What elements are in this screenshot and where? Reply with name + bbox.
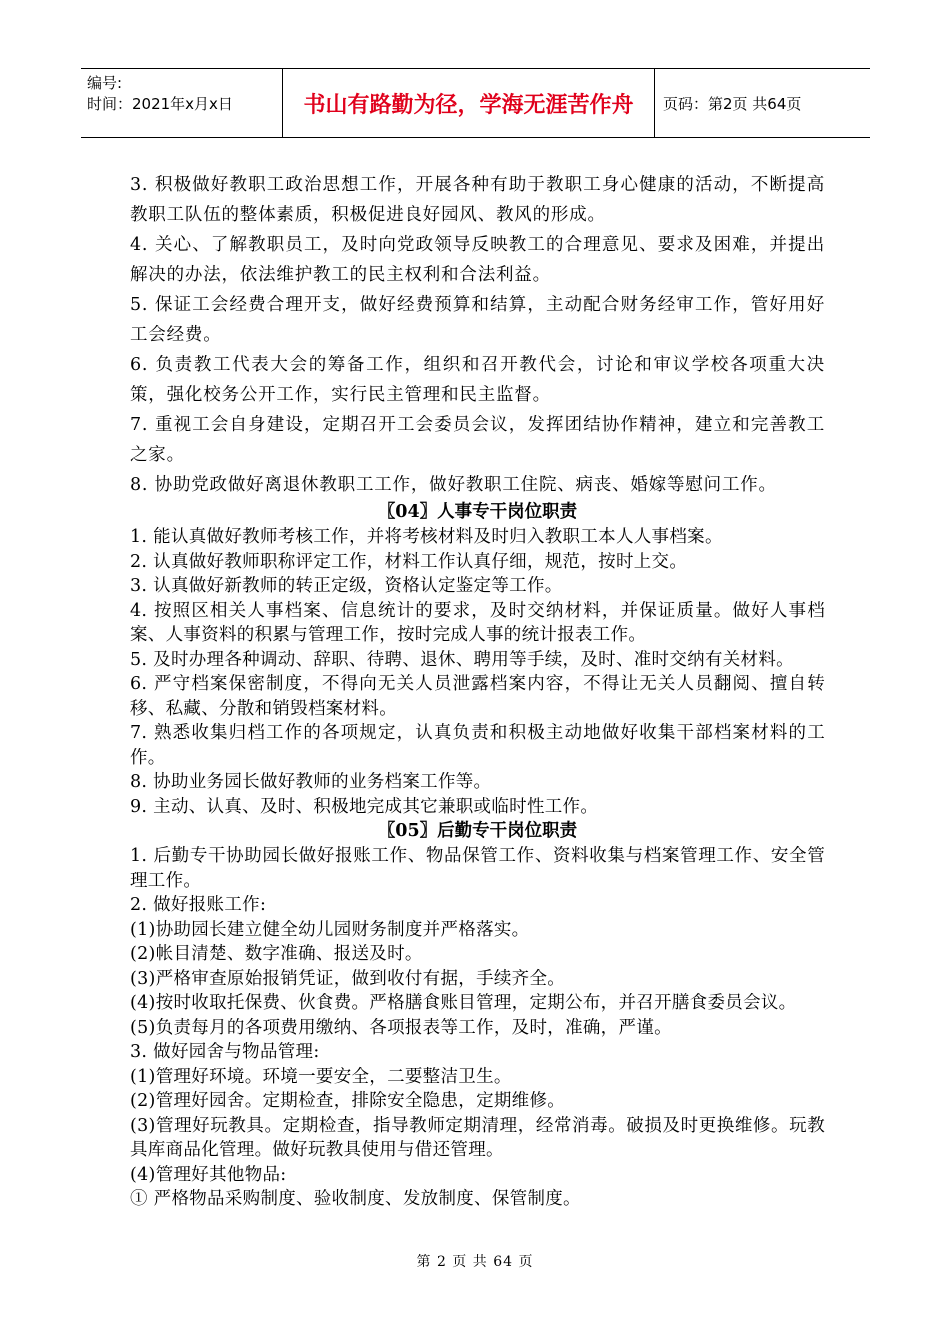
- paragraph: 4. 按照区相关人事档案、信息统计的要求，及时交纳材料，并保证质量。做好人事档案、人事资料的积累与管理工作，按时完成人事的统计报表工作。: [130, 600, 825, 645]
- paragraph: 7. 重视工会自身建设，定期召开工会委员会议，发挥团结协作精神，建立和完善教工之家。: [130, 415, 825, 465]
- paragraph: 3. 积极做好教职工政治思想工作，开展各种有助于教职工身心健康的活动，不断提高教职工队伍的整体素质，积极促进良好园风、教风的形成。: [130, 175, 825, 225]
- document-time-label: 时间：2021年x月x日: [87, 95, 233, 113]
- document-header: [81, 68, 870, 138]
- paragraph: 8. 协助业务园长做好教师的业务档案工作等。: [130, 772, 492, 792]
- page-footer: 第 2 页 共 64 页: [416, 1254, 534, 1270]
- paragraph: (4)按时收取托保费、伙食费。严格膳食账目管理，定期公布，并召开膳食委员会议。: [130, 993, 797, 1013]
- paragraph: 8. 协助党政做好离退休教职工工作，做好教职工住院、病丧、婚嫁等慰问工作。: [130, 475, 777, 495]
- document-body: [130, 170, 825, 1212]
- paragraph: 7. 熟悉收集归档工作的各项规定，认真负责和积极主动地做好收集干部档案材料的工作。: [130, 723, 825, 768]
- paragraph: (2)帐目清楚、数字准确、报送及时。: [130, 944, 423, 964]
- paragraph: 2. 认真做好教师职称评定工作，材料工作认真仔细，规范，按时上交。: [130, 551, 688, 572]
- paragraph: (2)管理好园舍。定期检查，排除安全隐患，定期维修。: [130, 1091, 566, 1111]
- paragraph: 1. 后勤专干协助园长做好报账工作、物品保管工作、资料收集与档案管理工作、安全管理工作。: [130, 846, 825, 891]
- header-motto: 书山有路勤为径，学海无涯苦作舟: [283, 69, 655, 137]
- paragraph: 2. 做好报账工作:: [130, 895, 267, 915]
- paragraph: (3)管理好玩教具。定期检查，指导教师定期清理，经常消毒。破损及时更换维修。玩教具库商品化管理。做好玩教具使用与借还管理。: [130, 1115, 825, 1160]
- paragraph: 1. 能认真做好教师考核工作，并将考核材料及时归入教职工本人人事档案。: [130, 527, 723, 547]
- section-heading-05: 〖05〗后勤专干岗位职责: [377, 821, 578, 841]
- paragraph: 6. 严守档案保密制度，不得向无关人员泄露档案内容，不得让无关人员翻阅、擅自转移、私藏、分散和销毁档案材料。: [130, 674, 825, 719]
- paragraph: 3. 做好园舍与物品管理:: [130, 1042, 320, 1062]
- paragraph: (4)管理好其他物品:: [130, 1164, 287, 1185]
- header-page-info: 页码：第2页 共64页: [663, 94, 802, 113]
- section-heading-04: 〖04〗人事专干岗位职责: [377, 502, 578, 522]
- paragraph: (1)协助园长建立健全幼儿园财务制度并严格落实。: [130, 919, 530, 940]
- paragraph: 9. 主动、认真、及时、积极地完成其它兼职或临时性工作。: [130, 796, 599, 817]
- paragraph: (5)负责每月的各项费用缴纳、各项报表等工作，及时，准确，严谨。: [130, 1017, 672, 1038]
- paragraph: ① 严格物品采购制度、验收制度、发放制度、保管制度。: [130, 1189, 581, 1209]
- header-meta-cell: [81, 69, 283, 137]
- paragraph: 5. 保证工会经费合理开支，做好经费预算和结算，主动配合财务经审工作，管好用好工会经费。: [130, 295, 825, 345]
- paragraph: 3. 认真做好新教师的转正定级，资格认定鉴定等工作。: [130, 576, 563, 596]
- paragraph: 4. 关心、了解教职员工，及时向党政领导反映教工的合理意见、要求及困难，并提出解决的办法，依法维护教工的民主权利和合法利益。: [130, 235, 825, 285]
- paragraph: (1)管理好环境。环境一要安全，二要整洁卫生。: [130, 1066, 512, 1087]
- paragraph: 5. 及时办理各种调动、辞职、待聘、退休、聘用等手续，及时、准时交纳有关材料。: [130, 649, 794, 670]
- paragraph: 6. 负责教工代表大会的筹备工作，组织和召开教代会，讨论和审议学校各项重大决策，强化校务公开工作，实行民主管理和民主监督。: [130, 355, 825, 405]
- document-number-label: 编号:: [87, 74, 123, 92]
- paragraph: (3)严格审查原始报销凭证，做到收付有据，手续齐全。: [130, 968, 566, 989]
